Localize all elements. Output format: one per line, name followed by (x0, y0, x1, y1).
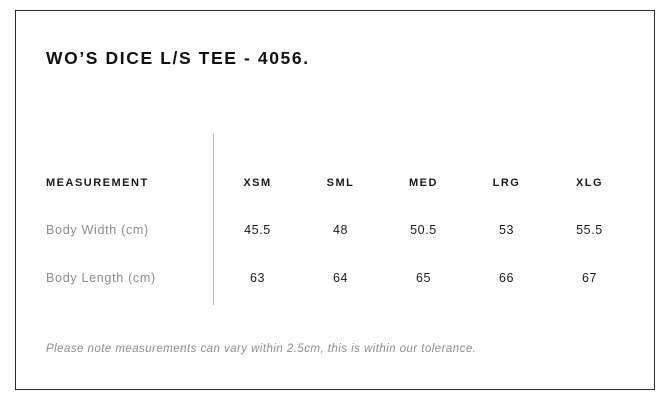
row-label-body-length: Body Length (cm) (46, 271, 156, 285)
tolerance-note: Please note measurements can vary within 2.5cm, this is within our tolerance. (46, 343, 477, 355)
cell-body-width-lrg: 53 (498, 223, 515, 237)
size-chart-table (46, 160, 631, 302)
column-header-lrg: LRG (492, 177, 521, 189)
cell-body-length-med: 65 (415, 271, 432, 285)
cell-body-length-lrg: 66 (498, 271, 515, 285)
table-header-row (46, 160, 631, 206)
row-label-body-width: Body Width (cm) (46, 223, 149, 237)
column-header-med: MED (409, 177, 438, 189)
cell-body-width-med: 50.5 (410, 223, 437, 237)
table-row (46, 254, 631, 302)
cell-body-length-xsm: 63 (249, 271, 266, 285)
table-row (46, 206, 631, 254)
cell-body-width-xlg: 55.5 (576, 223, 603, 237)
cell-body-length-sml: 64 (332, 271, 349, 285)
column-header-xlg: XLG (575, 177, 604, 189)
column-header-xsm: XSM (243, 177, 272, 189)
cell-body-width-xsm: 45.5 (244, 223, 271, 237)
page-title: WO’S DICE L/S TEE - 4056. (46, 48, 310, 68)
cell-body-length-xlg: 67 (581, 271, 598, 285)
column-header-sml: SML (326, 177, 355, 189)
cell-body-width-sml: 48 (332, 223, 349, 237)
column-header-measurement: MEASUREMENT (46, 177, 149, 189)
